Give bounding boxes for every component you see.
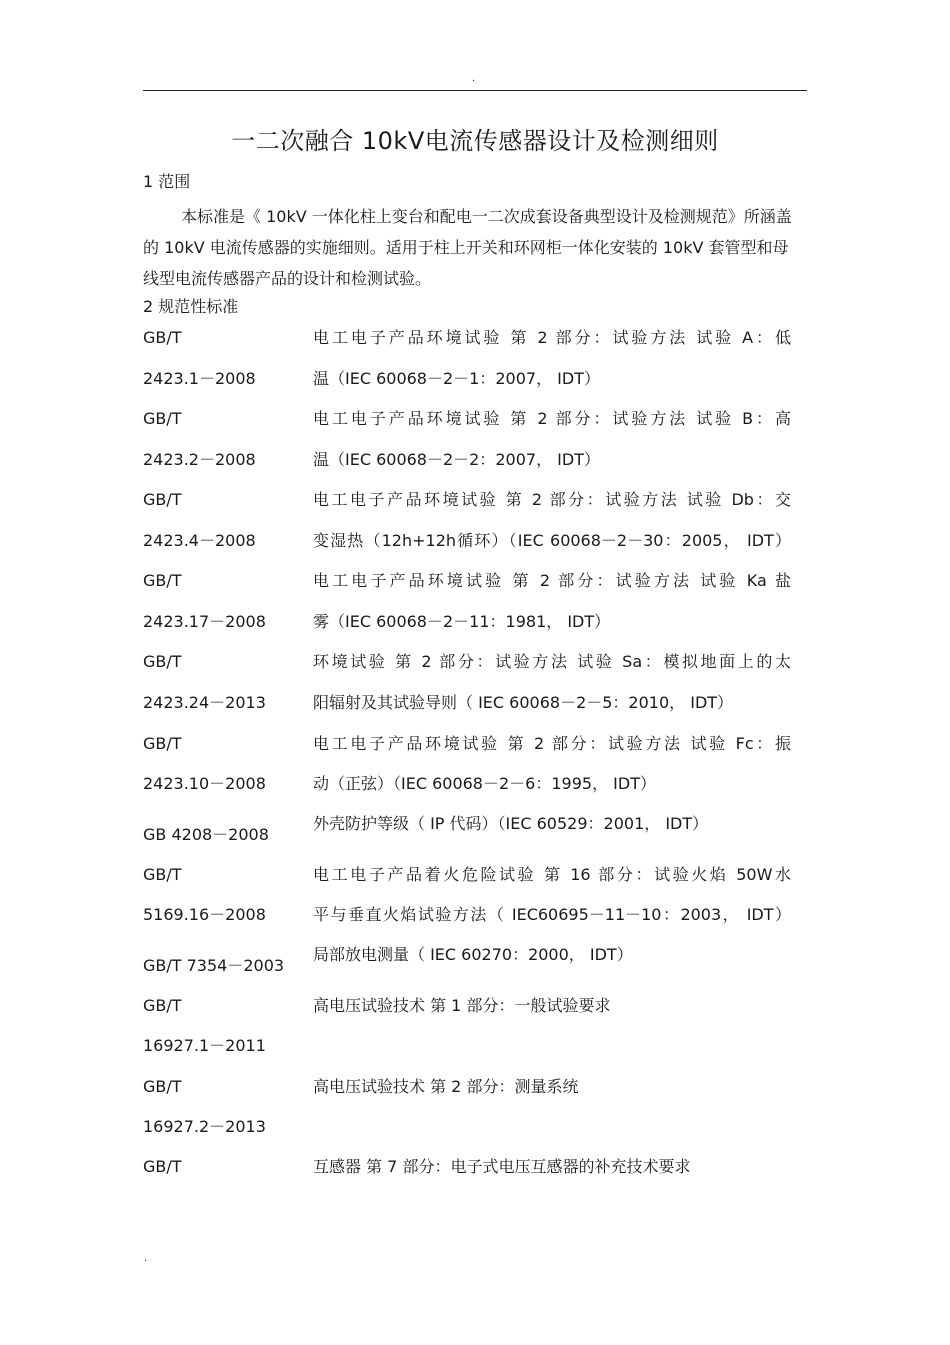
standard-description: 温（IEC 60068－2－2：2007， IDT） [313,450,600,469]
scope-paragraph: 本标准是《 10kV 一体化柱上变台和配电一二次成套设备典型设计及检测规范》所涵盖的 10kV 电流传感器的实施细则。适用于柱上开关和环网柜一体化安装的 10kV 套管型和母线型电流传感器产品的设计和检测试验。 [143,207,792,288]
standard-description: 动（正弦）（IEC 60068－2－6：1995， IDT） [313,774,656,793]
standard-code: GB/T [143,409,182,428]
standard-code: GB/T [143,490,182,509]
standard-code: GB/T [143,652,182,671]
standard-code: 2423.2－2008 [143,450,256,469]
standard-description: 高电压试验技术 第 1 部分：一般试验要求 [313,996,611,1015]
standard-description: 温（IEC 60068－2－1：2007， IDT） [313,369,600,388]
standard-description: 外壳防护等级（ IP 代码）（IEC 60529：2001， IDT） [313,814,709,833]
standard-code: GB 4208－2008 [143,825,269,844]
standard-code: 5169.16－2008 [143,905,266,924]
standard-description: 雾（IEC 60068－2－11：1981， IDT） [313,612,611,631]
standard-description: 互感器 第 7 部分：电子式电压互感器的补充技术要求 [313,1157,691,1176]
standard-code: GB/T [143,1077,182,1096]
standard-code: GB/T [143,1157,182,1176]
standard-code: 2423.17－2008 [143,612,266,631]
standard-description: 高电压试验技术 第 2 部分：测量系统 [313,1077,579,1096]
standard-description: 平与垂直火焰试验方法（ IEC60695－11－10：2003， IDT） [313,905,791,924]
standard-code: 2423.4－2008 [143,531,256,550]
section-heading-normative: 2 规范性标准 [143,297,239,316]
standard-description: 电工电子产品环境试验 第 2 部分：试验方法 试验 B：高 [313,409,791,428]
standard-code: 16927.1－2011 [143,1036,266,1055]
standard-description: 电工电子产品环境试验 第 2 部分：试验方法 试验 Fc：振 [313,734,791,753]
standard-code: GB/T [143,865,182,884]
standard-code: GB/T [143,996,182,1015]
standard-code: GB/T [143,571,182,590]
standard-code: 2423.1－2008 [143,369,256,388]
standard-description: 电工电子产品环境试验 第 2 部分：试验方法 试验 Db：交 [313,490,791,509]
standard-code: GB/T [143,734,182,753]
standard-code: 2423.10－2008 [143,774,266,793]
standard-description: 电工电子产品环境试验 第 2 部分：试验方法 试验 A：低 [313,328,791,347]
standard-description: 电工电子产品着火危险试验 第 16 部分：试验火焰 50W水 [313,865,791,884]
document-title: 一二次融合 10kV电流传感器设计及检测细则 [231,127,719,155]
footer-mark: . [144,1253,148,1264]
section-heading-scope: 1 范围 [143,172,191,191]
header-rule [143,90,807,91]
standard-code: 16927.2－2013 [143,1117,266,1136]
standard-description: 电工电子产品环境试验 第 2 部分：试验方法 试验 Ka 盐 [313,571,791,590]
standard-description: 环境试验 第 2 部分：试验方法 试验 Sa：模拟地面上的太 [313,652,791,671]
standard-description: 变湿热（12h+12h循环）（IEC 60068－2－30：2005， IDT） [313,531,791,550]
standard-description: 阳辐射及其试验导则（ IEC 60068－2－5：2010， IDT） [313,693,734,712]
standard-code: 2423.24－2013 [143,693,266,712]
standard-description: 局部放电测量（ IEC 60270：2000， IDT） [313,945,633,964]
standard-code: GB/T [143,328,182,347]
standard-code: GB/T 7354－2003 [143,956,285,975]
header-mark: . [472,73,476,84]
